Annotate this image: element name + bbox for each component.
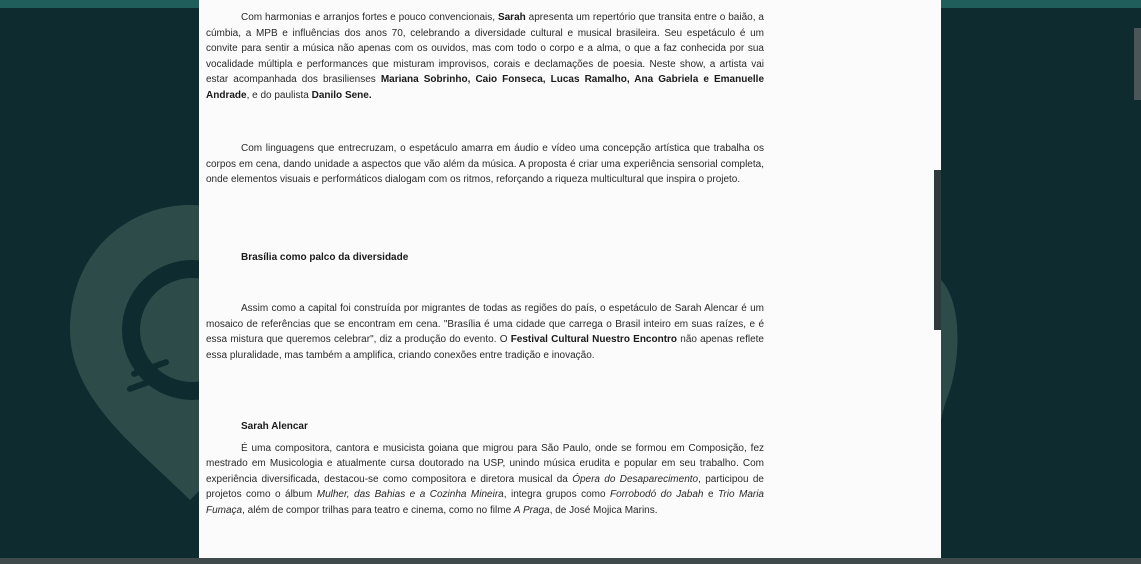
text-span: , e do paulista — [246, 89, 312, 101]
text-span: É uma compositora, cantora e musicista goiana que migrou para São Paulo, onde se formou em Composição, fez mestrado em Musicologia e atualmente cursa doutorado na USP, unindo música erudita e popular em seu trabalho. Com experiência diversificada, destacou-se como compositora e diretora musical da — [206, 442, 764, 485]
italic-text: Mulher, das Bahias e a Cozinha Mineira — [316, 489, 504, 500]
section-heading-brasilia: Brasília como palco da diversidade — [241, 251, 409, 263]
text-span: , participou de projetos como o álbum — [206, 473, 764, 500]
paragraph-languages: Com linguagens que entrecruzam, o espetáculo amarra em áudio e vídeo uma concepção artística que trabalha os corpos em cena, dando unidade a aspectos que vão além da música. A proposta é criar uma experiência sensorial completa, onde elementos visuais e performáticos dialogam com os ritmos, reforçando a riqueza multicultural que inspira o projeto. — [206, 143, 764, 185]
window-scrollbar-thumb[interactable] — [1134, 28, 1141, 100]
italic-text: Ópera do Desaparecimento — [572, 473, 699, 485]
text-span: e — [703, 489, 719, 500]
italic-text: Trio Maria Fumaça — [206, 489, 764, 516]
text-span: , além de compor trilhas para teatro e cinema, como no filme — [242, 504, 514, 516]
section-heading-sarah: Sarah Alencar — [241, 421, 308, 432]
paragraph-sarah-bio — [206, 441, 764, 519]
text-span: Assim como a capital foi construída por migrantes de todas as regiões do país, o espetáculo de Sarah Alencar é um mosaico de referências que se encontram em cena. "Brasília é uma cidade que carrega o Brasil inteiro em suas raízes, e é essa mistura que queremos celebrar", diz a produção do evento. O — [206, 303, 764, 345]
bold-text: Festival Cultural Nuestro Encontro — [510, 334, 678, 345]
text-span: não apenas reflete essa pluralidade, mas também a amplifica, criando conexões entre tradição e inovação. — [206, 334, 764, 361]
text-span: Com harmonias e arranjos fortes e pouco convencionais, — [241, 12, 498, 23]
bottom-bar — [0, 558, 1141, 564]
italic-text: Forrobodó do Jabah — [610, 489, 704, 500]
text-span: apresenta um repertório que transita entre o baião, a cúmbia, a MPB e influências dos anos 70, celebrando a diversidade cultural e musical brasileira. Seu espetáculo é um convite para sentir a música não apenas com os ouvidos, mas com todo o corpo e a alma, o que a faz conhecida por sua vocalidade múltipla e performances que misturam improvisos, corais e declamações de poesia. Neste show, a artista vai estar acompanhada dos brasilienses — [206, 12, 764, 85]
italic-text: A Praga — [513, 504, 550, 516]
page-scrollbar[interactable] — [934, 170, 941, 330]
paragraph-brasilia — [206, 301, 764, 363]
bold-text: Danilo Sene. — [311, 89, 372, 101]
bold-text: Mariana Sobrinho, Caio Fonseca, Lucas Ramalho, Ana Gabriela e Emanuelle Andrade — [206, 74, 765, 101]
text-span: , de José Mojica Marins. — [549, 504, 658, 516]
bold-text: Sarah — [497, 12, 526, 23]
article-page — [199, 0, 941, 564]
text-span: , integra grupos como — [503, 489, 611, 500]
article-body — [206, 10, 764, 518]
paragraph-intro — [206, 10, 764, 103]
